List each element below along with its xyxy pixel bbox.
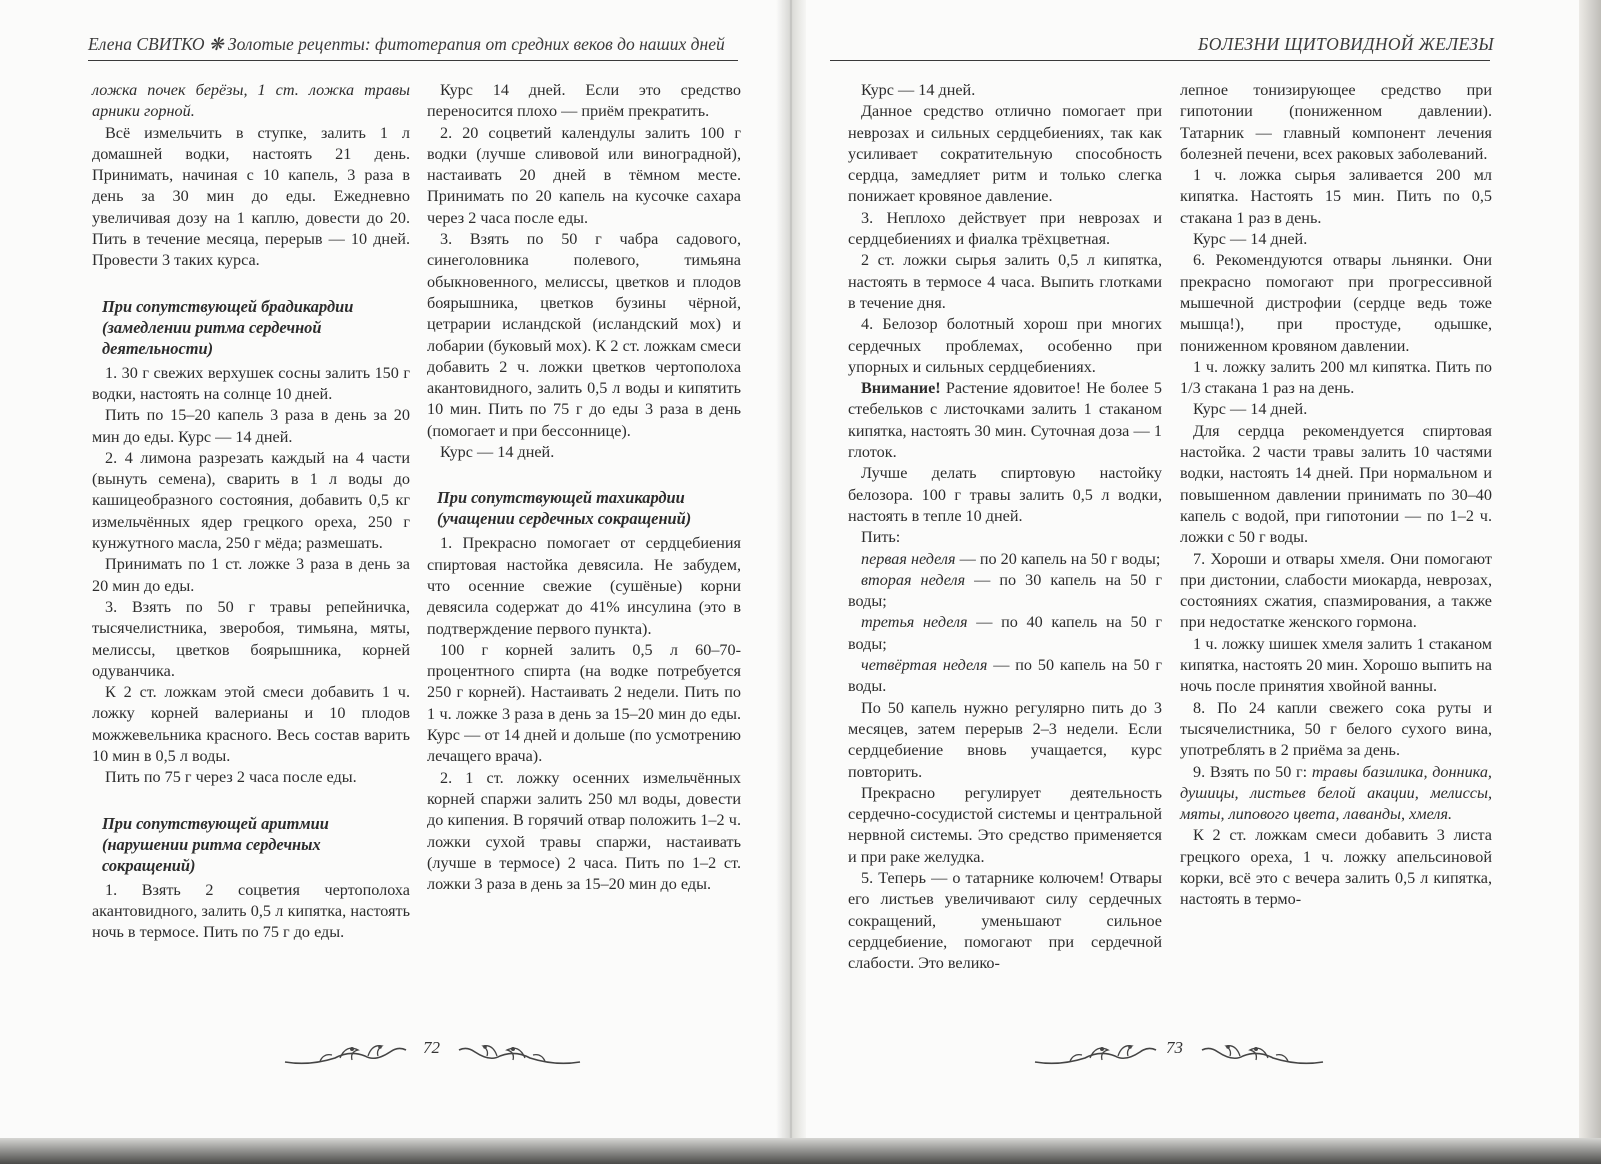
paragraph	[92, 597, 410, 682]
paragraph-text: 3. Взять по 50 г травы репейничка, тысячелистника, зверобоя, тимьяна, мяты, мелиссы, цветков боярышника, корней одуванчика.	[92, 597, 410, 680]
paragraph-text: Данное средство отлично помогает при неврозах и сильных сердцебиениях, так как усиливает сократительную способность сердца, замедляет ритм и только слегка понижает кровяное давление.	[848, 102, 1162, 206]
paragraph-text: Курс 14 дней. Если это средство переносится плохо — приём прекратить.	[427, 81, 741, 121]
paragraph	[848, 80, 1162, 101]
left-ornament-left	[280, 1040, 410, 1070]
section-heading: При сопутствующей тахикардии (учащении сердечных сокращений)	[437, 488, 692, 529]
paragraph-text: — по 30 капель на 50 г воды;	[848, 570, 1162, 611]
paragraph-text: Пить по 15–20 капель 3 раза в день за 20 мин до еды. Курс — 14 дней.	[92, 406, 410, 446]
page-edge	[1579, 0, 1601, 1164]
paragraph	[848, 527, 1162, 548]
warning-label: Внимание!	[861, 379, 941, 398]
paragraph-text: 1. Взять 2 соцветия чертополоха акантовидного, залить 0,5 л кипятка, настоять ночь в термосе. Пить по 75 г до еды.	[92, 880, 410, 942]
paragraph-text: лепное тонизирующее средство при гипотонии (пониженном давлении). Татарник — главный компонент лечения болезней печени, всех раковых заболеваний.	[1180, 81, 1492, 163]
right-running-header: БОЛЕЗНИ ЩИТОВИДНОЙ ЖЕЛЕЗЫ	[1198, 34, 1495, 54]
paragraph	[848, 101, 1162, 207]
paragraph	[1180, 250, 1492, 356]
paragraph-text: 8. По 24 капли свежего сока руты и тысячелистника, 50 г белого сухого вина, употреблять в 2 приёма за день.	[1180, 698, 1492, 760]
paragraph-text: 1. Прекрасно помогает от сердцебиения спиртовая настойка девясила. Не забудем, что осенние свежие (сушёные) корни девясила содержат до 41% инсулина (это в подтверждение первого пункта).	[427, 534, 741, 638]
paragraph-text: 1 ч. ложка сырья заливается 200 мл кипятка. Настоять 15 мин. Пить по 0,5 стакана 1 раз в день.	[1180, 166, 1492, 227]
paragraph	[92, 80, 410, 123]
paragraph-text: Для сердца рекомендуется спиртовая настойка. 2 части травы залить 10 частями водки, настоять 14 дней. При нормальном и повышенном давлении принимать по 30–40 капель с водой, при гипотонии — по 1–2 ч. ложки с 50 г воды.	[1180, 421, 1492, 547]
herb-list: травы базилика, донника, душицы, листьев белой акации, мелиссы, мяты, липового цвета, лаванды, хмеля.	[1180, 762, 1492, 824]
paragraph	[1180, 165, 1492, 229]
week-label: вторая неделя	[861, 570, 966, 589]
paragraph	[92, 123, 410, 272]
paragraph-text: — по 20 капель на 50 г воды;	[955, 549, 1161, 568]
paragraph	[848, 463, 1162, 527]
paragraph	[848, 655, 1162, 698]
paragraph	[427, 442, 741, 463]
paragraph	[92, 363, 410, 406]
paragraph-text: К 2 ст. ложкам смеси добавить 3 листа грецкого ореха, 1 ч. ложку апельсиновой корки, всё это с вечера залить 0,5 л кипятка, настоять в термо-	[1180, 826, 1492, 909]
paragraph-text: К 2 ст. ложкам этой смеси добавить 1 ч. ложку корней валерианы и 10 плодов можжевельника красного. Весь состав варить 10 мин в 0,5 л воды.	[92, 683, 410, 766]
right-page-column-2	[1180, 80, 1492, 911]
paragraph-text: 7. Хороши и отвары хмеля. Они помогают при дистонии, слабости миокарда, неврозах, состояниях сжатия, спазмирования, а также при недостатке женского гормона.	[1180, 549, 1492, 632]
paragraph-text: 2 ст. ложки сырья залить 0,5 л кипятка, настоять в термосе 4 часа. Выпить глотками в течение дня.	[848, 251, 1162, 312]
paragraph	[848, 570, 1162, 613]
paragraph-text: 5. Теперь — о татарнике колючем! Отвары его листьев увеличивают силу сердечных сокращений, уменьшают сильное сердцебиение, помогают при сердечной слабости. Это велико-	[848, 868, 1162, 973]
paragraph	[427, 533, 741, 639]
right-ornament-right	[1198, 1040, 1328, 1070]
paragraph-text: 100 г корней залить 0,5 л 60–70-процентного спирта (на водке потребуется 250 г корней). Настаивать 2 недели. Пить по 1 ч. ложке 3 раза в день за 15–20 мин до еды. Курс — от 14 дней и дольше (по усмотрению лечащего врача).	[427, 640, 741, 766]
scan-bottom-edge	[0, 1138, 1601, 1164]
paragraph	[427, 768, 741, 896]
paragraph-text: 2. 1 ст. ложку осенних измельчённых корней спаржи залить 250 мл воды, довести до кипения. В горячий отвар положить 1–2 ч. ложки сухой травы спаржи, настаивать (лучше в термосе) 2 часа. Пить по 1–2 ст. ложки 3 раза в день за 15–20 мин до еды.	[427, 768, 741, 894]
book-gutter	[776, 0, 806, 1164]
paragraph-text: По 50 капель нужно регулярно пить до 3 месяцев, затем перерыв 2–3 недели. Если сердцебиение вновь учащается, курс повторить.	[848, 698, 1162, 781]
paragraph	[848, 250, 1162, 314]
left-page-number: 72	[423, 1038, 440, 1057]
paragraph	[1180, 399, 1492, 420]
paragraph	[848, 208, 1162, 251]
paragraph	[1180, 421, 1492, 549]
paragraph-text: Курс — 14 дней.	[1193, 230, 1308, 249]
paragraph	[427, 640, 741, 768]
paragraph-text: 4. Белозор болотный хорош при многих сердечных проблемах, особенно при упорных и сильных сердцебиениях.	[848, 315, 1162, 376]
paragraph-text: Пить по 75 г через 2 часа после еды.	[105, 768, 357, 787]
paragraph	[1180, 357, 1492, 400]
paragraph	[427, 229, 741, 442]
left-page-column-1	[92, 80, 410, 944]
paragraph	[92, 405, 410, 448]
paragraph-text: Всё измельчить в ступке, залить 1 л домашней водки, настоять 21 день. Принимать, начиная с 10 капель, 3 раза в день за 30 мин до еды. Ежедневно увеличивая дозу на 1 каплю, довести до 20. Пить в течение месяца, перерыв — 10 дней. Провести 3 таких курса.	[92, 123, 410, 270]
paragraph-text: — по 40 капель на 50 г воды;	[848, 613, 1162, 653]
paragraph-text: Курс — 14 дней.	[440, 443, 555, 462]
paragraph-text: 1. 30 г свежих верхушек сосны залить 150 г водки, настоять на солнце 10 дней.	[92, 363, 410, 403]
paragraph	[848, 378, 1162, 463]
paragraph	[92, 767, 410, 788]
paragraph-text: Курс — 14 дней.	[1193, 400, 1308, 419]
right-page-column-1	[848, 80, 1162, 974]
paragraph-text: Принимать по 1 ст. ложке 3 раза в день за 20 мин до еды.	[92, 555, 410, 595]
paragraph	[848, 612, 1162, 655]
left-ornament-right	[455, 1040, 585, 1070]
paragraph	[1180, 80, 1492, 165]
paragraph-text: Пить:	[861, 528, 901, 547]
paragraph	[1180, 762, 1492, 826]
left-page-column-2	[427, 80, 741, 895]
section-heading: При сопутствующей аритмии (нарушении ритма сердечных сокращений)	[102, 813, 329, 875]
paragraph	[1180, 825, 1492, 910]
paragraph-text: 1 ч. ложку залить 200 мл кипятка. Пить по 1/3 стакана 1 раз на день.	[1180, 357, 1492, 398]
paragraph-text: Растение ядовитое! Не более 5 стебельков с листочками залить 1 стаканом кипятка, настоять 30 мин. Суточная доза — 1 глоток.	[848, 379, 1162, 462]
week-label: третья неделя	[861, 613, 968, 632]
paragraph	[1180, 229, 1492, 250]
paragraph-text: 2. 20 соцветий календулы залить 100 г водки (лучше сливовой или виноградной), настаивать 20 дней в тёмном месте. Принимать по 20 капель на кусочке сахара через 2 часа после еды.	[427, 123, 741, 227]
paragraph-text: 1 ч. ложку шишек хмеля залить 1 стаканом кипятка, настоять 20 мин. Хорошо выпить на ночь после принятия хвойной ванны.	[1180, 634, 1492, 696]
paragraph	[1180, 549, 1492, 634]
paragraph	[848, 698, 1162, 783]
right-ornament-left	[1030, 1040, 1160, 1070]
left-running-header: Елена СВИТКО ❋ Золотые рецепты: фитотерапия от средних веков до наших дней	[88, 34, 725, 54]
left-header-rule	[88, 60, 738, 61]
paragraph-text: — по 50 капель на 50 г воды.	[848, 656, 1162, 696]
paragraph	[1180, 698, 1492, 762]
paragraph-text: Прекрасно регулирует деятельность сердечно-сосудистой системы и центральной нервной системы. Это средство применяется и при раке желудка.	[848, 783, 1162, 866]
paragraph	[427, 80, 741, 123]
paragraph-text: 3. Взять по 50 г чабра садового, синеголовника полевого, тимьяна обыкновенного, мелиссы, цветков и плодов боярышника, цветков бузины чёрной, цетрарии исландской (исландский мох) и лобарии (буковый мох). К 2 ст. ложкам смеси добавить 2 ч. ложки цветков чертополоха акантовидного, залить 0,5 л воды и кипятить 10 мин. Пить по 75 г до еды 3 раза в день (помогает и при бессоннице).	[427, 230, 741, 440]
week-label: четвёртая неделя	[861, 656, 988, 675]
paragraph-text: 6. Рекомендуются отвары льнянки. Они прекрасно помогают при прогрессивной мышечной дистрофии (сердце ведь тоже мышца!), при простуде, одышке, пониженном кровяном давлении.	[1180, 251, 1492, 355]
paragraph	[92, 554, 410, 597]
paragraph	[848, 314, 1162, 378]
paragraph-text: ложка почек берёзы, 1 ст. ложка травы арники горной.	[92, 81, 410, 121]
section-heading: При сопутствующей брадикардии (замедлении ритма сердечной деятельности)	[102, 296, 354, 358]
paragraph	[92, 448, 410, 554]
right-header-rule	[830, 60, 1490, 61]
paragraph-text: 9. Взять по 50 г:	[1193, 762, 1312, 781]
week-label: первая неделя	[861, 549, 956, 568]
paragraph-text: Курс — 14 дней.	[861, 81, 976, 99]
paragraph	[848, 783, 1162, 868]
paragraph	[92, 880, 410, 944]
paragraph-text: Лучше делать спиртовую настойку белозора. 100 г травы залить 0,5 л водки, настоять в тепле 10 дней.	[848, 464, 1162, 525]
right-page-number: 73	[1166, 1038, 1183, 1057]
paragraph	[848, 868, 1162, 974]
paragraph-text: 2. 4 лимона разрезать каждый на 4 части (вынуть семена), сварить в 1 л воды до кашицеобразного состояния, добавить 0,5 кг измельчённых ядер грецкого ореха, 250 г кунжутного масла, 250 г мёда; размешать.	[92, 448, 410, 553]
paragraph	[92, 682, 410, 767]
paragraph	[1180, 634, 1492, 698]
paragraph	[427, 123, 741, 229]
paragraph-text: 3. Неплохо действует при неврозах и сердцебиениях и фиалка трёхцветная.	[848, 208, 1162, 249]
paragraph	[848, 549, 1162, 570]
